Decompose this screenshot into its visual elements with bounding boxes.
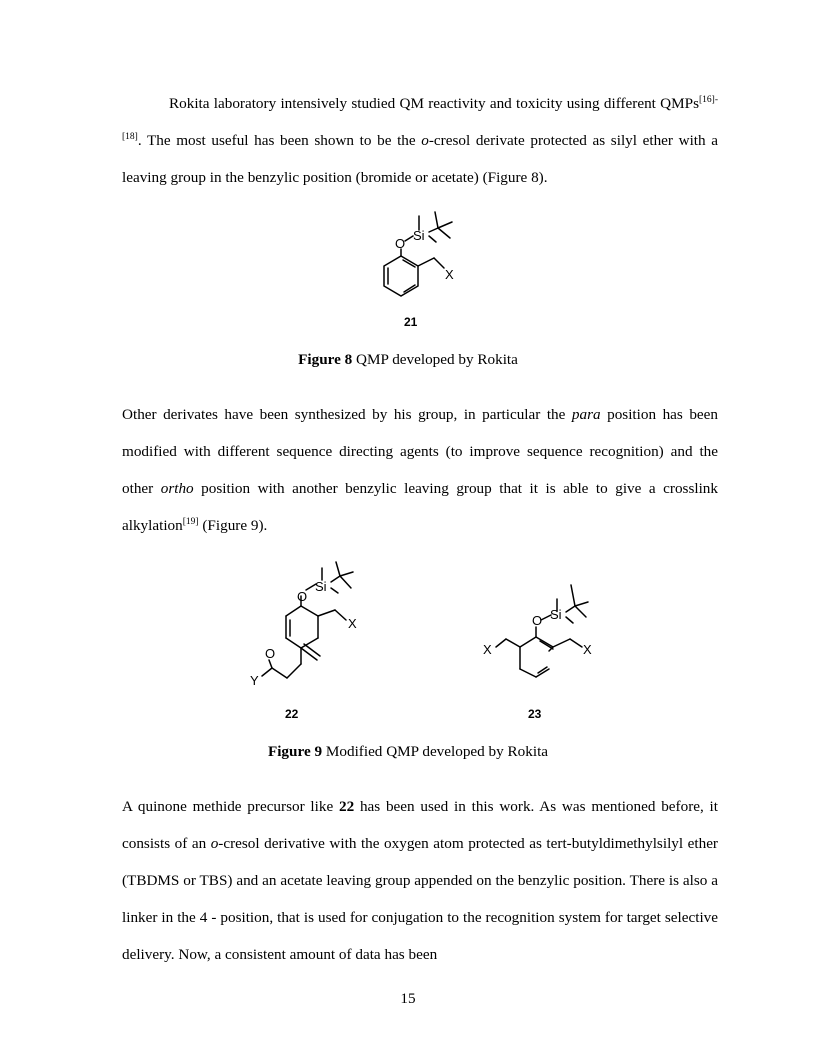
italic-term: ortho — [160, 480, 194, 497]
page-number: 15 — [400, 990, 416, 1007]
caption-label: Figure 9 — [267, 743, 323, 760]
compound-number: 21 — [404, 315, 418, 329]
leaving-group-left-label: X — [483, 642, 492, 657]
text-run: Other derivates have been synthesized by his group, in particular the — [122, 406, 572, 423]
leaving-group-right-label: X — [583, 642, 592, 657]
citation-ref: [19] — [182, 517, 199, 527]
oxygen-atom-label: O — [532, 613, 543, 628]
substituent-label: Y — [250, 673, 259, 688]
paragraph-2 — [122, 396, 718, 544]
oxygen-atom-label: O — [395, 236, 406, 251]
figure-8-caption — [0, 351, 816, 369]
silicon-atom-label: Si — [550, 607, 562, 622]
silicon-atom-label: Si — [315, 579, 327, 594]
compound-23-structure — [478, 575, 608, 725]
compound-number: 23 — [528, 707, 542, 721]
silicon-atom-label: Si — [413, 228, 425, 243]
caption-text: QMP developed by Rokita — [352, 351, 518, 368]
leaving-group-label: X — [445, 267, 454, 282]
text-run: Rokita laboratory intensively studied QM reactivity and toxicity using different QMPs — [169, 95, 699, 112]
paragraph-1 — [122, 85, 718, 196]
carbonyl-oxygen-label: O — [265, 646, 276, 661]
oxygen-atom-label: O — [297, 589, 308, 604]
text-run: position with another benzylic leaving group that it is able to give a crosslink alkylation — [122, 480, 718, 534]
caption-text: Modified QMP developed by Rokita — [322, 743, 549, 760]
figure-9-caption — [0, 743, 816, 761]
italic-term: para — [571, 406, 601, 423]
leaving-group-label: X — [348, 616, 357, 631]
paragraph-3 — [122, 788, 718, 973]
text-run: . The most useful has been shown to be the — [137, 132, 422, 149]
italic-term: o — [421, 132, 429, 149]
citation-ref: [16]-[18] — [122, 95, 718, 142]
text-run: -cresol derivate protected as silyl ether with a leaving group in the benzylic position (bromide or acetate) (Figure 8). — [122, 132, 718, 186]
text-run: A quinone methide precursor like — [122, 798, 339, 815]
compound-number: 22 — [285, 707, 299, 721]
text-run: (Figure 9). — [198, 517, 268, 534]
text-run: -cresol derivative with the oxygen atom protected as tert-butyldimethylsilyl ether (TBDMS or TBS) and an acetate leaving group appended on the benzylic position. There is also a linker in the 4 - position, that is used for conjugation to the recognition system for target selective delivery. Now, a consistent amount of data has been — [122, 835, 718, 963]
compound-ref: 22 — [338, 798, 355, 815]
figure-8-structure — [372, 198, 472, 338]
italic-term: o — [210, 835, 219, 852]
benzene-ring — [384, 256, 418, 296]
text-run: position has been modified with different sequence directing agents (to improve sequence recognition) and the other — [122, 406, 718, 497]
compound-22-structure — [245, 560, 375, 725]
text-run: has been used in this work. As was mentioned before, it consists of an — [122, 798, 718, 852]
caption-label: Figure 8 — [298, 351, 353, 368]
